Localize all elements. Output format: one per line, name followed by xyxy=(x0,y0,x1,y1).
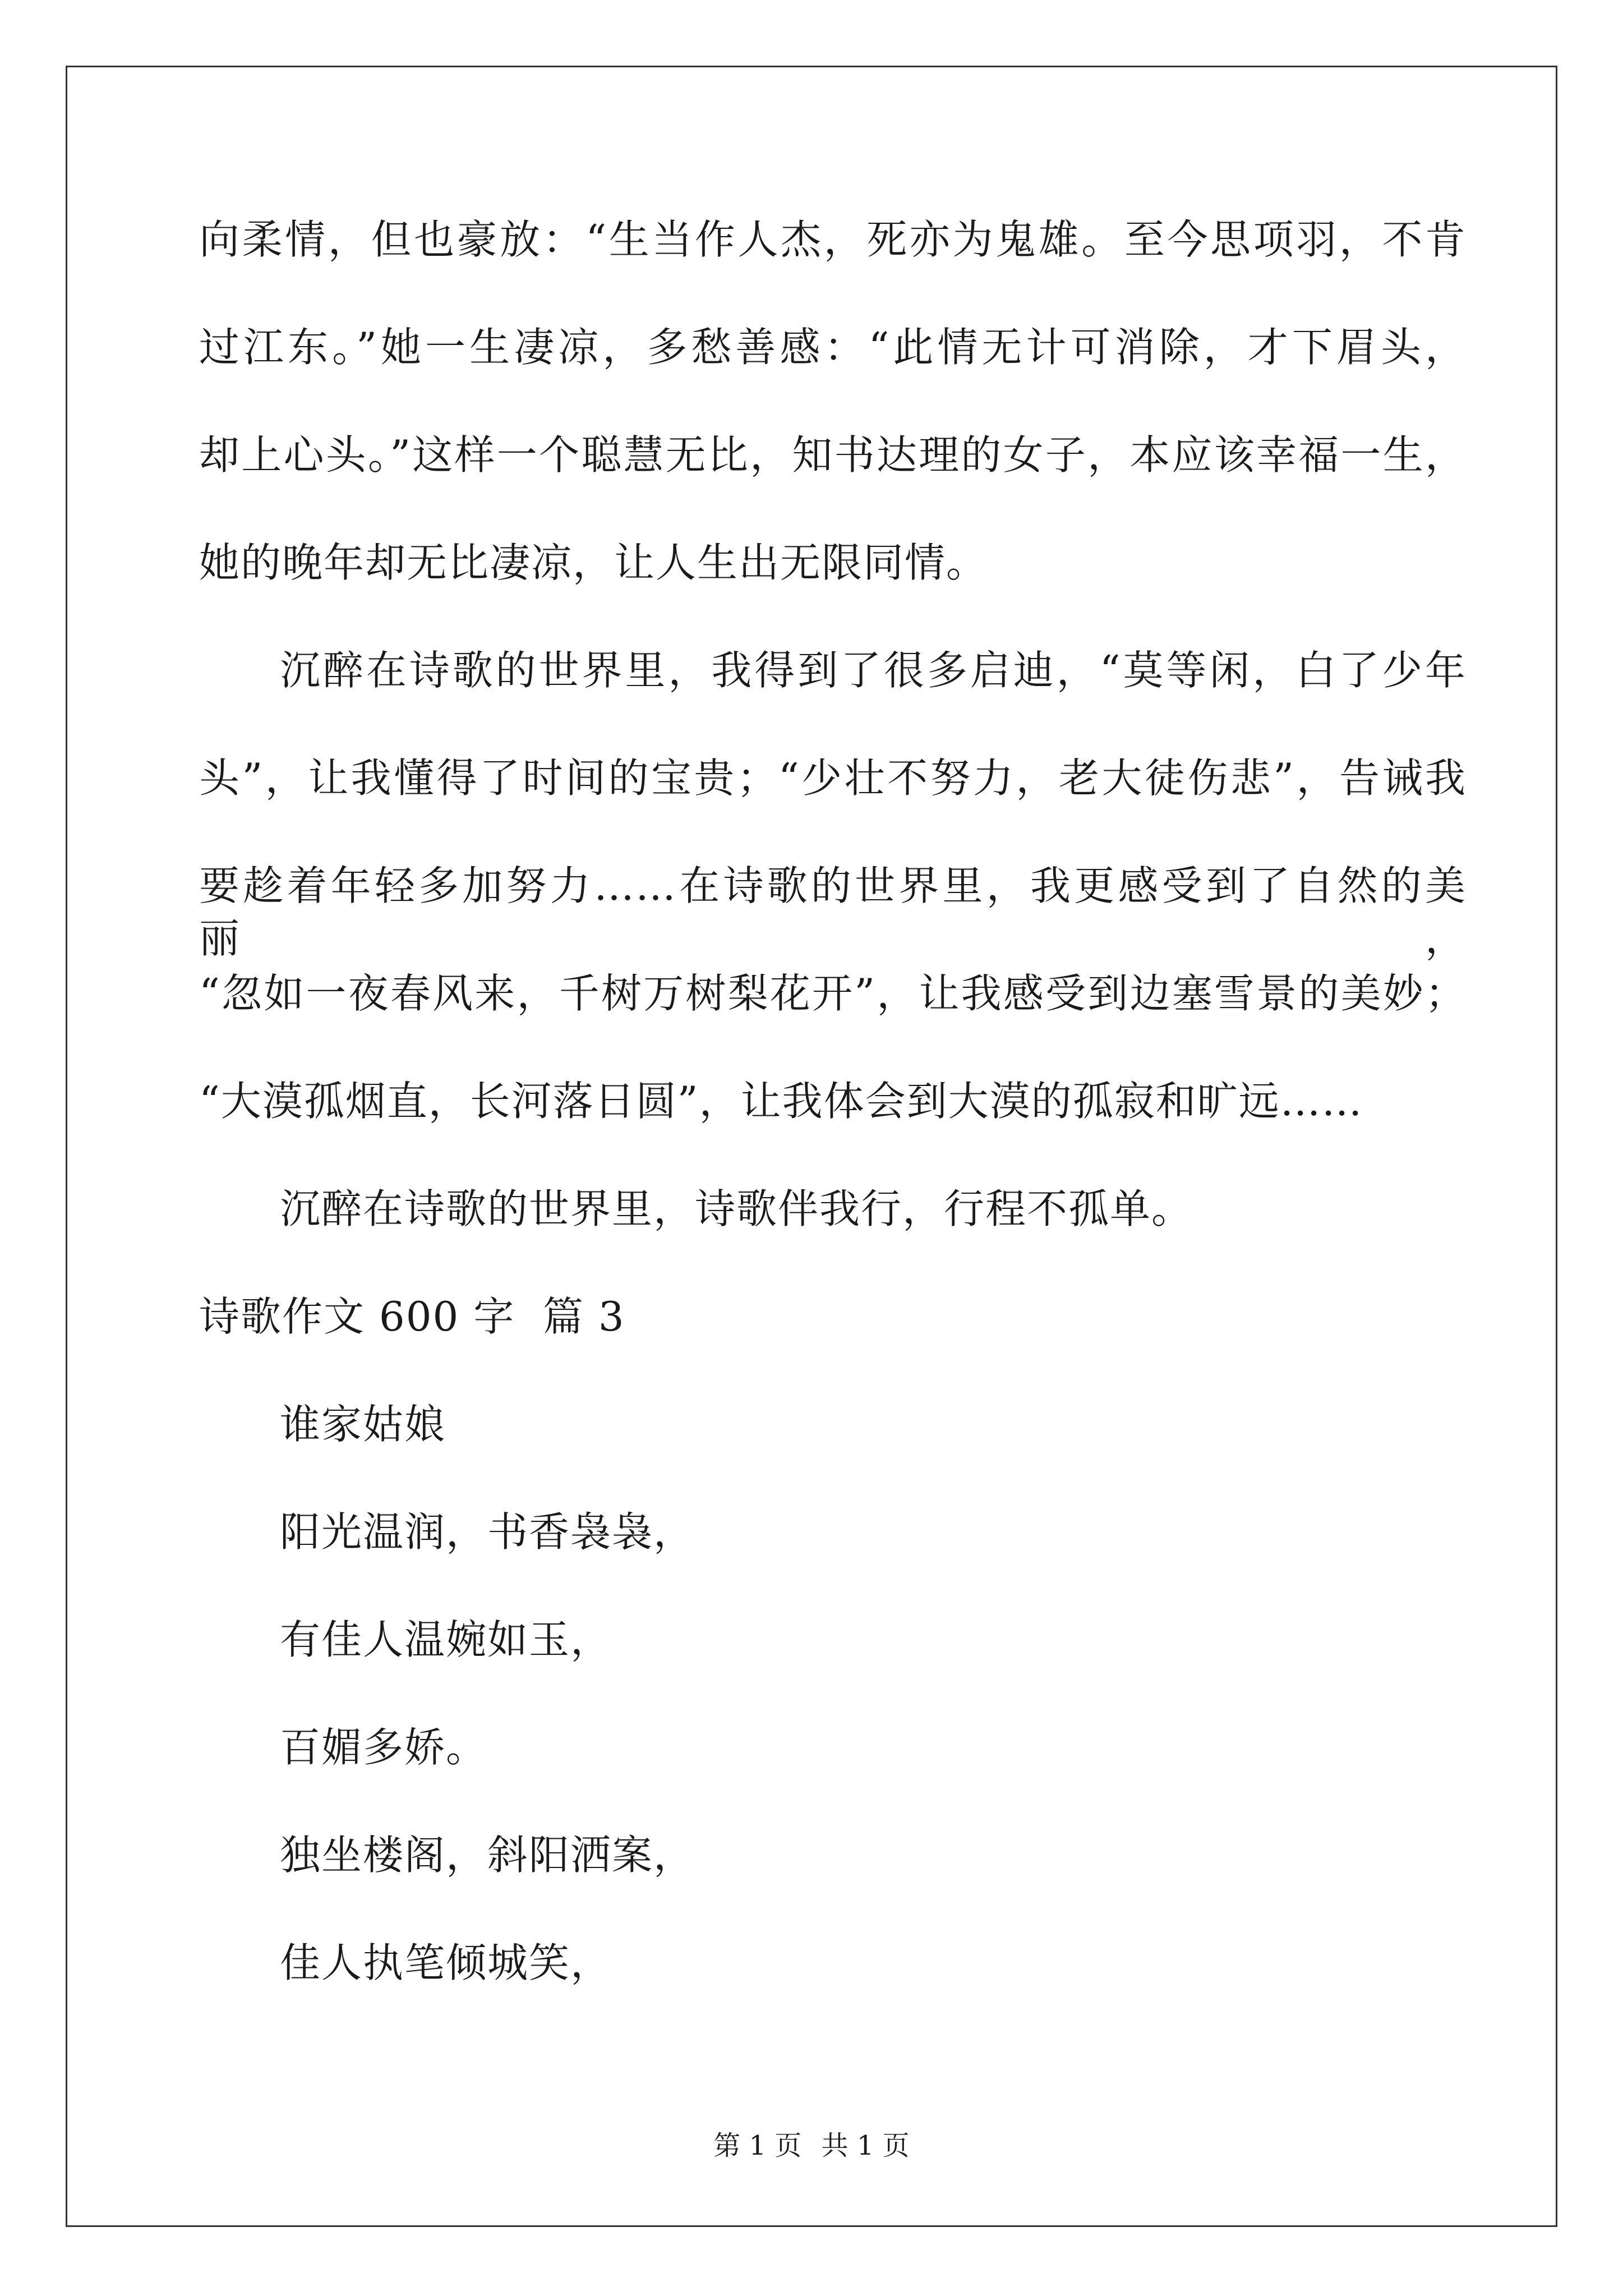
paragraph-line: 过江东。”她一生凄凉，多愁善感：“此情无计可消除，才下眉头， xyxy=(199,324,1467,371)
paragraph-line: 却上心头。”这样一个聪慧无比，知书达理的女子，本应该幸福一生， xyxy=(199,431,1467,478)
poem-line: 百媚多娇。 xyxy=(280,1724,488,1771)
paragraph-line: 向柔情，但也豪放：“生当作人杰，死亦为鬼雄。至今思项羽，不肯 xyxy=(199,216,1467,263)
page-number-current: 第 1 页 xyxy=(713,2130,802,2161)
poem-line: 独坐楼阁，斜阳洒案， xyxy=(280,1832,695,1879)
page-number-total: 共 1 页 xyxy=(821,2130,910,2161)
section-heading: 诗歌作文 600 字 篇 3 xyxy=(199,1293,625,1340)
poem-title: 谁家姑娘 xyxy=(280,1401,446,1448)
paragraph-line: “忽如一夜春风来，千树万树梨花开”，让我感受到边塞雪景的美妙； xyxy=(199,970,1467,1017)
page-footer xyxy=(0,2129,1623,2162)
paragraph-line: 她的晚年却无比凄凉，让人生出无限同情。 xyxy=(199,539,988,586)
paragraph-line: 沉醉在诗歌的世界里，我得到了很多启迪，“莫等闲，白了少年 xyxy=(280,647,1467,694)
paragraph-line: 要趁着年轻多加努力……在诗歌的世界里，我更感受到了自然的美丽， xyxy=(199,862,1467,962)
paragraph-line: “大漠孤烟直，长河落日圆”，让我体会到大漠的孤寂和旷远…… xyxy=(199,1078,1363,1125)
poem-line: 有佳人温婉如玉， xyxy=(280,1616,612,1663)
paragraph-line: 头”，让我懂得了时间的宝贵；“少壮不努力，老大徒伤悲”，告诫我 xyxy=(199,754,1467,802)
poem-line: 阳光温润，书香袅袅， xyxy=(280,1508,695,1556)
paragraph-line: 沉醉在诗歌的世界里，诗歌伴我行，行程不孤单。 xyxy=(280,1185,1193,1232)
document-body xyxy=(199,213,1467,2044)
poem-line: 佳人执笔倾城笑， xyxy=(280,1939,612,1986)
